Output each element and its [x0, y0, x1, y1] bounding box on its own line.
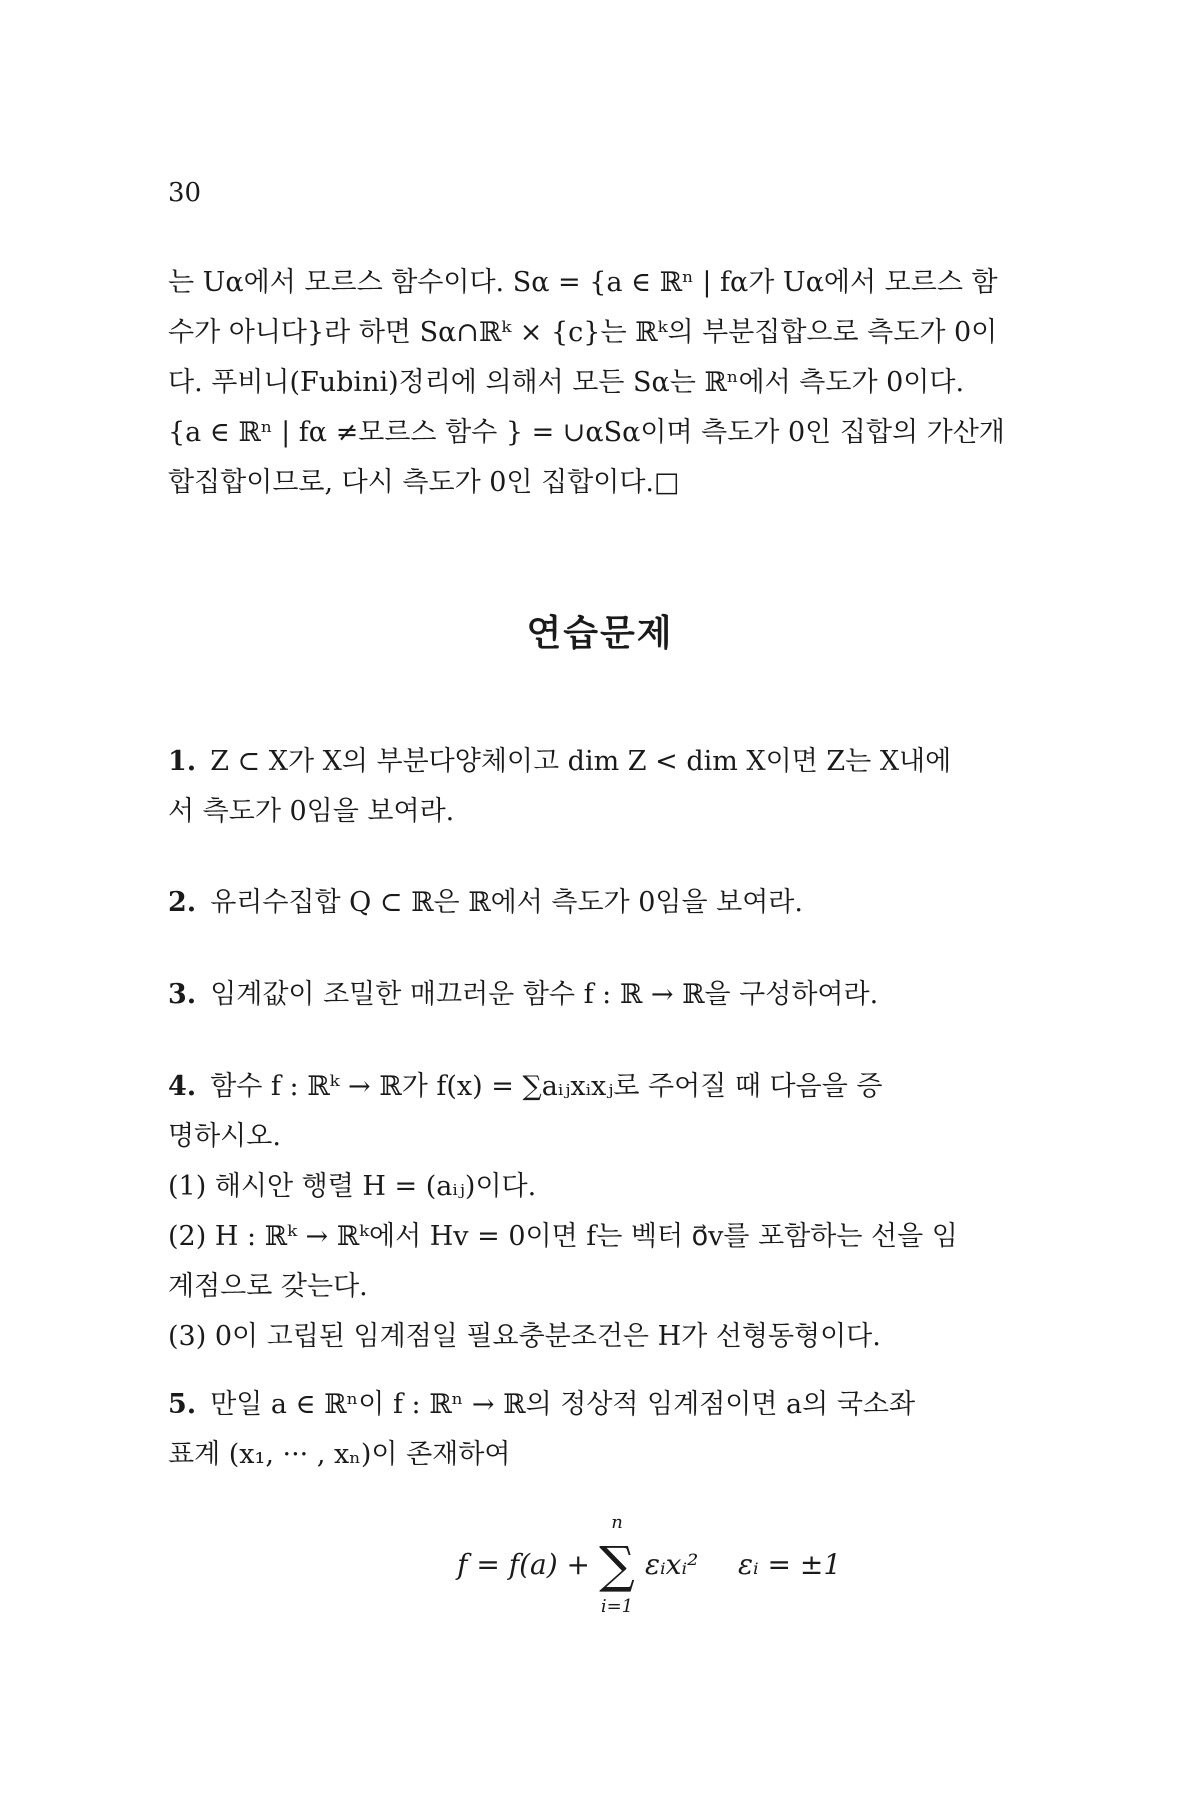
- page-number: 30: [168, 178, 202, 208]
- problem-number: 1.: [168, 746, 197, 777]
- proof-line: 수가 아니다}라 하면 Sα∩ℝᵏ × {c}는 ℝᵏ의 부분집합으로 측도가 0이: [168, 317, 998, 348]
- problem-line: 서 측도가 0임을 보여라.: [168, 796, 455, 827]
- problem-text: Z ⊂ X가 X의 부분다양체이고 dim Z < dim X이면 Z는 X내에: [210, 746, 952, 777]
- problem-text: 함수 f : ℝᵏ → ℝ가 f(x) = ∑aᵢⱼxᵢxⱼ로 주어질 때 다음을 증: [210, 1071, 883, 1102]
- problem-number: 3.: [168, 979, 197, 1010]
- problem-text: 만일 a ∈ ℝⁿ이 f : ℝⁿ → ℝ의 정상적 임계점이면 a의 국소좌: [210, 1389, 916, 1420]
- formula-sum-upper: n: [611, 1512, 623, 1533]
- problem-subitem-3: (3) 0이 고립된 임계점일 필요충분조건은 H가 선형동형이다.: [168, 1321, 881, 1352]
- formula-condition: εᵢ = ±1: [738, 1548, 842, 1581]
- problem-2: [168, 878, 1048, 928]
- problem-number: 2.: [168, 887, 197, 918]
- proof-line: 합집합이므로, 다시 측도가 0인 집합이다.□: [168, 467, 680, 498]
- proof-paragraph: [168, 258, 1048, 508]
- proof-line: {a ∈ ℝⁿ | fα ≠모르스 함수 } = ∪αSα이며 측도가 0인 집합의 가산개: [168, 417, 1005, 448]
- problem-line: [168, 878, 1048, 928]
- proof-line: 는 Uα에서 모르스 함수이다. Sα = {a ∈ ℝⁿ | fα가 Uα에서 모르스 함: [168, 267, 998, 298]
- formula-lhs: f = f(a) +: [457, 1548, 590, 1581]
- problem-3: [168, 970, 1048, 1020]
- problem-text: 유리수집합 Q ⊂ ℝ은 ℝ에서 측도가 0임을 보여라.: [210, 887, 803, 918]
- proof-line: 다. 푸비니(Fubini)정리에 의해서 모든 Sα는 ℝⁿ에서 측도가 0이다.: [168, 367, 965, 398]
- problem-subitem-1: (1) 해시안 행렬 H = (aᵢⱼ)이다.: [168, 1171, 537, 1202]
- problem-line: 명하시오.: [168, 1121, 281, 1152]
- problem-line: [168, 1380, 1048, 1430]
- problem-number: 4.: [168, 1071, 197, 1102]
- problem-line: [168, 737, 1048, 787]
- problem-text: 임계값이 조밀한 매끄러운 함수 f : ℝ → ℝ을 구성하여라.: [210, 979, 879, 1010]
- formula-summand: εᵢxᵢ²: [645, 1548, 699, 1581]
- problem-line: [168, 1062, 1048, 1112]
- problem-line: 계점으로 갖는다.: [168, 1271, 368, 1302]
- formula-sum-lower: i=1: [600, 1596, 634, 1617]
- problem-5: [168, 1380, 1048, 1480]
- problem-subitem-2: (2) H : ℝᵏ → ℝᵏ에서 Hv = 0이면 f는 벡터 o⃗v를 포함하는 선을 임: [168, 1221, 958, 1252]
- problem-line: [168, 970, 1048, 1020]
- display-formula: [0, 1510, 1200, 1620]
- problem-line: 표계 (x₁, ··· , xₙ)이 존재하여: [168, 1439, 511, 1470]
- problem-number: 5.: [168, 1389, 197, 1420]
- problem-1: [168, 737, 1048, 837]
- section-title: 연습문제: [526, 612, 674, 654]
- formula-sum-symbol: ∑: [599, 1536, 635, 1594]
- problem-4: [168, 1062, 1048, 1362]
